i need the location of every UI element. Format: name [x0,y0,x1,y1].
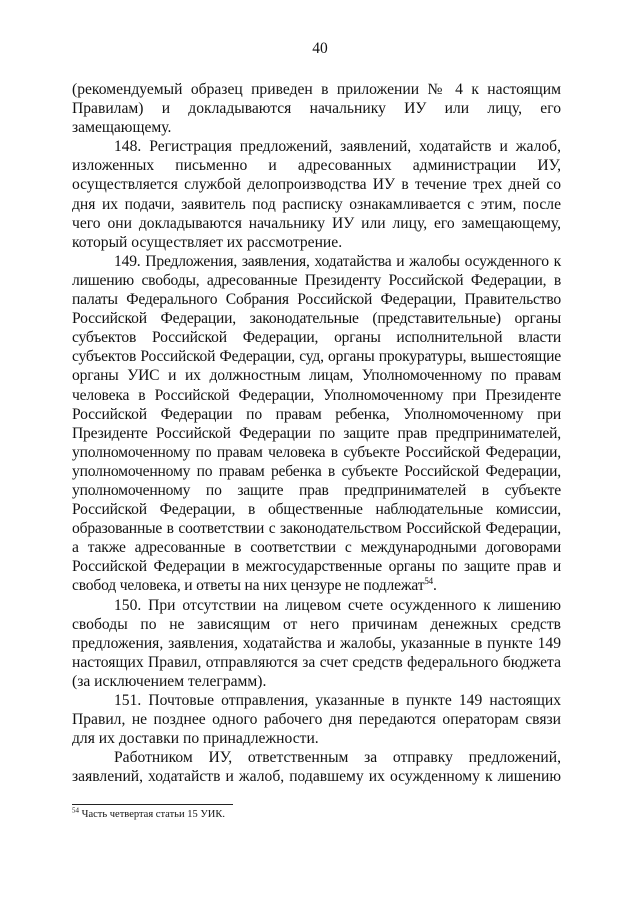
paragraph-149-end: . [432,577,437,595]
footnote-divider [72,804,233,805]
paragraph-150: 150. При отсутствии на лицевом счете осужденного к лишению свободы по не зависящим от него причинам денежных средств предложения, заявления, ходатайства и жалобы, указанные в пункте 149 настоящих Правил, отправляются за счет средств федерального бюджета (за исключением телеграмм). [72,596,561,690]
document-body [72,80,561,786]
paragraph-149-text: 149. Предложения, заявления, ходатайства и жалобы осужденного к лишению свободы, адресованные Президенту Российской Федерации, в палаты Федерального Собрания Российской Федерации, Правительство Российской Федерации, законодательные (представительные) органы субъектов Российской Федерации, органы исполнительной власти субъектов Российской Федерации, суд, органы прокуратуры, вышестоящие органы УИС и их должностным лицам, Уполномоченному по правам человека в Российской Федерации, Уполномоченному при Президенте Российской Федерации по правам ребенка, Уполномоченному при Президенте Российской Федерации по защите прав предпринимателей, уполномоченному по правам человека в субъекте Российской Федерации, уполномоченному по правам ребенка в субъекте Российской Федерации, уполномоченному по защите прав предпринимателей в субъекте Российской Федерации, в общественные наблюдательные комиссии, образованные в соответствии с законодательством Российской Федерации, а также адресованные в соответствии с международными договорами Российской Федерации в межгосударственные органы по защите прав и свобод человека, и ответы на них цензуре не подлежат [72,252,561,595]
paragraph-continuation: (рекомендуемый образец приведен в приложении № 4 к настоящим Правилам) и докладываются начальнику ИУ или лицу, его замещающему. [72,81,561,137]
paragraph-151: 151. Почтовые отправления, указанные в пункте 149 настоящих Правил, не позднее одного рабочего дня передаются операторам связи для их доставки по принадлежности. [72,692,561,748]
footnote-text: Часть четвертая статьи 15 УИК. [79,809,225,820]
footnote-reference: 54 [424,576,433,587]
footnote-marker: 54 [72,806,79,815]
footnote [72,808,225,821]
paragraph-last: Работником ИУ, ответственным за отправку предложений, заявлений, ходатайств и жалоб, подавшему их осужденному к лишению [72,749,561,786]
page-number: 40 [312,40,328,57]
paragraph-149 [72,252,561,596]
paragraph-148: 148. Регистрация предложений, заявлений, ходатайств и жалоб, изложенных письменно и адресованных администрации ИУ, осуществляется службой делопроизводства ИУ в течение трех дней со дня их подачи, заявитель под расписку ознакамливается с этим, после чего они докладываются начальнику ИУ или лицу, его замещающему, который осуществляет их рассмотрение. [72,138,561,251]
